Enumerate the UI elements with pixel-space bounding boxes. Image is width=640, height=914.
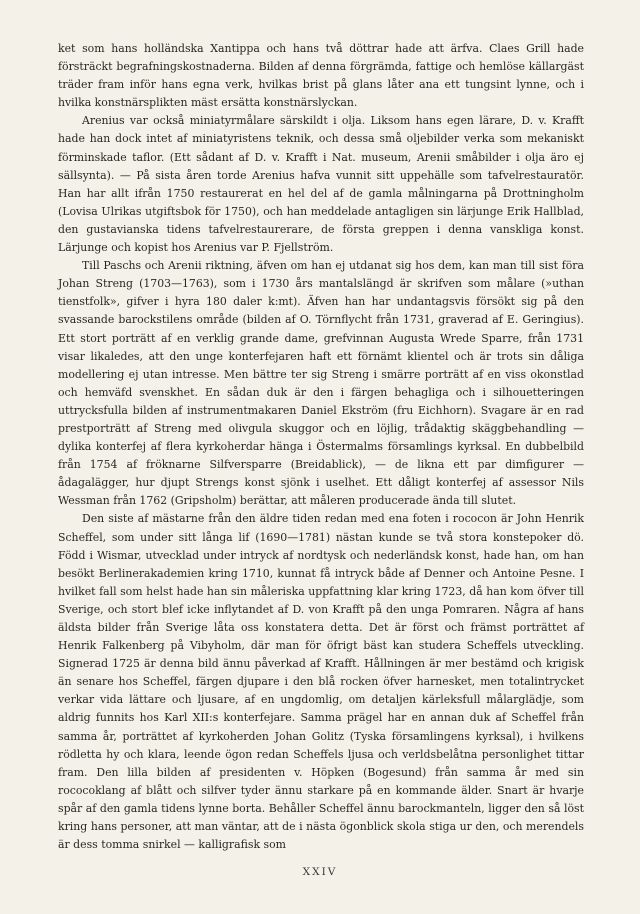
body-text [58, 40, 584, 854]
paragraph-3: Till Paschs och Arenii riktning, äfven om han ej utdanat sig hos dem, kan man till sist föra Johan Streng (1703—1763), som i 1730 års mantalslängd är skrifven som målare (»uthan tienstfolk», gifver i hyra 180 daler k:mt). Äfven han har undantagsvis försökt sig på den svassande barockstilens område (bilden af O. Törnflycht från 1731, graverad af E. Geringius). Ett stort porträtt af en verklig grande dame, grefvinnan Augusta Wrede Sparre, från 1731 visar likaledes, att den unge konterfejaren haft ett förnämt klientel och är trots sin dåliga modellering ej utan intresse. Men bättre ter sig Streng i smärre porträtt af en viss okonstlad och hemväfd svenskhet. En sådan duk är den i färgen behagliga och i silhouetteringen uttrycksfulla bilden af instrumentmakaren Daniel Ekström (fru Eichhorn). Svagare är en rad prestporträtt af Streng med olivgula skuggor och en löjlig, trådaktig skäggbehandling — dylika konterfej af flera kyrkoherdar hänga i Östermalms församlings kyrksal. En dubbelbild från 1754 af fröknarne Silfversparre (Breidablick), — de likna ett par dimfigurer — ådagalägger, hur djupt Strengs konst sjönk i uselhet. Ett dåligt konterfej af assessor Nils Wessman från 1762 (Gripsholm) berättar, att måleren producerade ända till slutet. [58, 259, 584, 508]
paragraph-4: Den siste af mästarne från den äldre tiden redan med ena foten i rococon är John Henrik Scheffel, som under sitt långa lif (1690—1781) nästan kunde se två stora konstepoker dö. Född i Wismar, utvecklad under intryck af nordtysk och nederländsk konst, hade han, om han besökt Berlinerakademien kring 1710, kunnat få intryck både af Denner och Antoine Pesne. I hvilket fall som helst hade han sin måleriska uppfattning klar kring 1723, då han kom öfver till Sverige, och stort blef icke inflytandet af D. von Krafft på den unga Pomraren. Några af hans äldsta bilder från Sverige låta oss konstatera detta. Det är först och främst porträttet af Henrik Falkenberg på Vibyholm, där man för öfrigt bäst kan studera Scheffels utveckling. Signerad 1725 är denna bild ännu påverkad af Krafft. Hållningen är mer bestämd och krigisk än senare hos Scheffel, färgen djupare i den blå rocken öfver harnesket, men totalintrycket verkar vida lättare och ljusare, af en ungdomlig, om detaljen kärleksfull målarglädje, som aldrig funnits hos Karl XII:s konterfejare. Samma prägel har en annan duk af Scheffel från samma år, porträttet af kyrkoherden Johan Golitz (Tyska församlingens kyrksal), i hvilkens rödletta hy och klara, leende ögon redan Scheffels ljusa och verldsbelåtna personlighet tittar fram. Den lilla bilden af presidenten v. Höpken (Bogesund) från samma år med sin rococoklang af blått och silfver tyder ännu starkare på en kommande älder. Snart är hvarje spår af den gamla tidens lynne borta. Behåller Scheffel ännu barockmanteln, ligger den så löst kring hans personer, att man väntar, att de i nästa ögonblick skola stiga ur den, och merendels är dess tomma snirkel — kalligrafisk som [58, 512, 584, 852]
page-number: XXIV [302, 866, 338, 878]
paragraph-1: ket som hans holländska Xantippa och hans två döttrar hade att ärfva. Claes Grill hade försträckt begrafningskostnaderna. Bilden af denna förgrämda, fattige och hemlöse källargäst träder fram inför hans egna verk, hvilkas brist på glans låter ana ett tungsint lynne, och i hvilka konstnärsplikten mäst ersätta konstnärslyckan. [58, 42, 584, 110]
paragraph-2: Arenius var också miniatyrmålare särskildt i olja. Liksom hans egen lärare, D. v. Krafft hade han dock intet af miniatyristens teknik, och dessa små oljebilder verka som mekaniskt förminskade taflor. (Ett sådant af D. v. Krafft i Nat. museum, Arenii småbilder i olja äro ej sällsynta). — På sista åren torde Arenius hafva vunnit sitt uppehälle som tafvelrestauratör. Han har allt ifrån 1750 restaurerat en hel del af de gamla målningarna på Drottningholm (Lovisa Ulrikas utgiftsbok för 1750), och han meddelade antagligen sin lärjunge Erik Hallblad, den gustavianska tidens tafvelrestaurerare, de första greppen i denna vanskliga konst. Lärjunge och kopist hos Arenius var P. Fjellström. [58, 114, 584, 255]
